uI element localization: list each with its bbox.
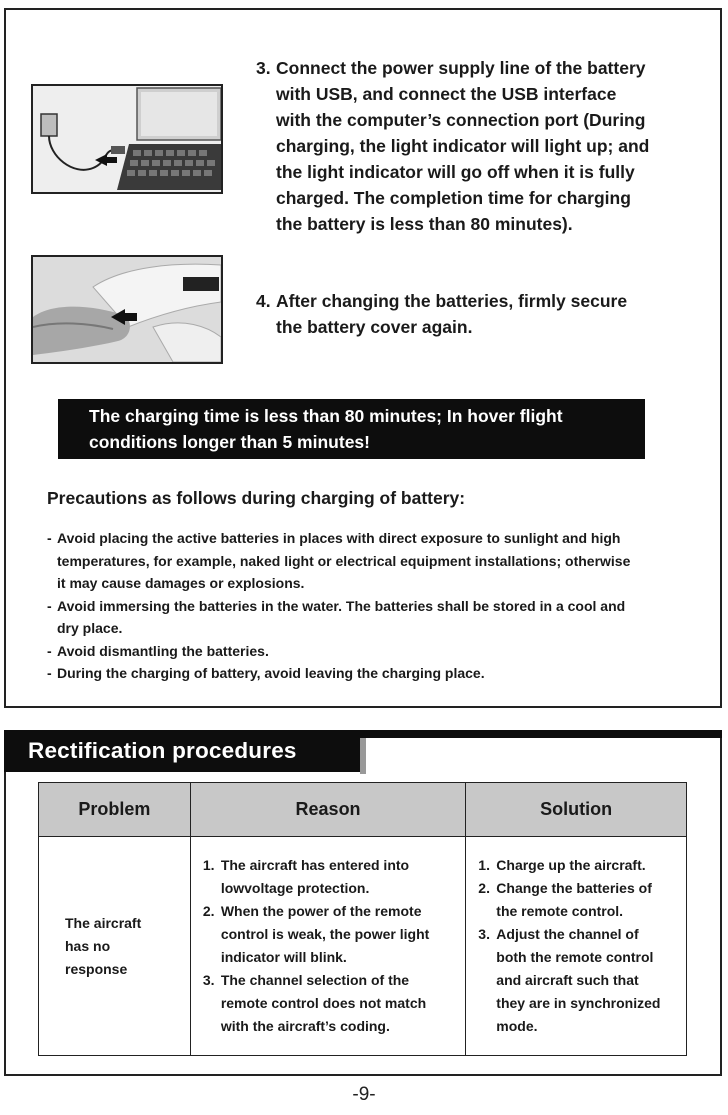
item-line: mode.	[496, 1018, 538, 1034]
step-text-line: the battery is less than 80 minutes).	[276, 214, 573, 234]
usb-charging-illustration	[33, 86, 221, 192]
list-item	[203, 900, 464, 969]
banner-line: conditions longer than 5 minutes!	[89, 432, 370, 452]
item-number: 2.	[478, 880, 490, 896]
page-number: -9-	[352, 1084, 376, 1105]
list-item-line: During the charging of battery, avoid leaving the charging place.	[57, 665, 485, 681]
list-item	[478, 923, 685, 1038]
list-item	[203, 969, 464, 1038]
charging-time-banner	[58, 399, 645, 459]
problem-line: has no	[65, 937, 111, 954]
problem-line: The aircraft	[65, 914, 142, 931]
item-line: Charge up the aircraft.	[496, 857, 646, 873]
step-text-line: the light indicator will go off when it is fully	[276, 162, 635, 182]
banner-line: The charging time is less than 80 minutes; In hover flight	[89, 406, 563, 426]
item-line: remote control does not match	[220, 995, 427, 1011]
battery-cover-illustration	[33, 257, 221, 362]
table-row	[39, 837, 687, 1056]
item-line: control is weak, the power light	[220, 926, 430, 942]
step-text-line: After changing the batteries, firmly secure	[276, 291, 628, 311]
item-number: 3.	[202, 972, 215, 988]
step-3	[256, 55, 696, 237]
step-4	[256, 288, 696, 340]
list-dash: -	[47, 665, 52, 681]
header-problem: Problem	[39, 783, 191, 837]
step-text-line: with the computer’s connection port (During	[276, 110, 646, 130]
list-item	[47, 527, 697, 595]
item-line: The channel selection of the	[220, 972, 410, 988]
item-number: 2.	[202, 903, 215, 919]
list-item	[47, 640, 697, 663]
list-item-line: dry place.	[57, 620, 123, 636]
item-line: with the aircraft’s coding.	[220, 1018, 390, 1034]
section-title: Rectification procedures	[28, 738, 297, 763]
item-line: and aircraft such that	[496, 972, 639, 988]
solution-list	[478, 854, 685, 1038]
battery-cover-photo	[31, 255, 223, 364]
section-tab-shadow	[360, 738, 366, 774]
item-line: The aircraft has entered into	[220, 857, 410, 873]
usb-charging-photo	[31, 84, 223, 194]
list-item-line: temperatures, for example, naked light or electrical equipment installations; otherwise	[57, 552, 631, 569]
step-text-line: the battery cover again.	[276, 317, 473, 337]
list-item	[47, 662, 697, 685]
problem-line: response	[65, 960, 128, 977]
step-number: 3.	[256, 58, 271, 78]
precautions-title: Precautions as follows during charging of battery:	[47, 488, 466, 508]
item-number: 3.	[478, 926, 490, 942]
step-text-line: charging, the light indicator will light up; and	[276, 136, 650, 156]
item-line: indicator will blink.	[220, 949, 347, 965]
list-item	[203, 854, 464, 900]
item-line: Adjust the channel of	[496, 926, 639, 942]
list-item	[478, 854, 685, 877]
step-text-line: charged. The completion time for charging	[276, 188, 631, 208]
item-line: Change the batteries of	[496, 880, 652, 896]
list-item	[478, 877, 685, 923]
item-number: 1.	[202, 857, 215, 873]
item-line: lowvoltage protection.	[220, 880, 370, 896]
header-reason: Reason	[190, 783, 465, 837]
table-header-row	[39, 783, 687, 837]
rectification-table	[38, 782, 687, 1056]
item-line: both the remote control	[496, 949, 654, 965]
list-dash: -	[47, 530, 52, 546]
step-text-line: with USB, and connect the USB interface	[276, 84, 617, 104]
reason-cell	[190, 837, 465, 1056]
problem-cell	[39, 837, 191, 1056]
precautions-list	[47, 527, 697, 685]
list-item-line: Avoid dismantling the batteries.	[57, 642, 269, 659]
reason-list	[203, 854, 464, 1038]
list-item	[47, 595, 697, 640]
step-text-line: Connect the power supply line of the battery	[276, 58, 646, 78]
header-solution: Solution	[466, 783, 687, 837]
step-number: 4.	[256, 291, 271, 311]
solution-cell	[466, 837, 687, 1056]
list-dash: -	[47, 642, 52, 659]
list-item-line: it may cause damages or explosions.	[57, 575, 305, 591]
list-item-line: Avoid placing the active batteries in places with direct exposure to sunlight and high	[57, 530, 621, 546]
item-line: the remote control.	[496, 903, 624, 919]
item-number: 1.	[478, 857, 490, 873]
list-item-line: Avoid immersing the batteries in the water. The batteries shall be stored in a cool and	[57, 597, 626, 614]
list-dash: -	[47, 597, 52, 614]
item-line: When the power of the remote	[220, 903, 422, 919]
item-line: they are in synchronized	[496, 995, 661, 1011]
